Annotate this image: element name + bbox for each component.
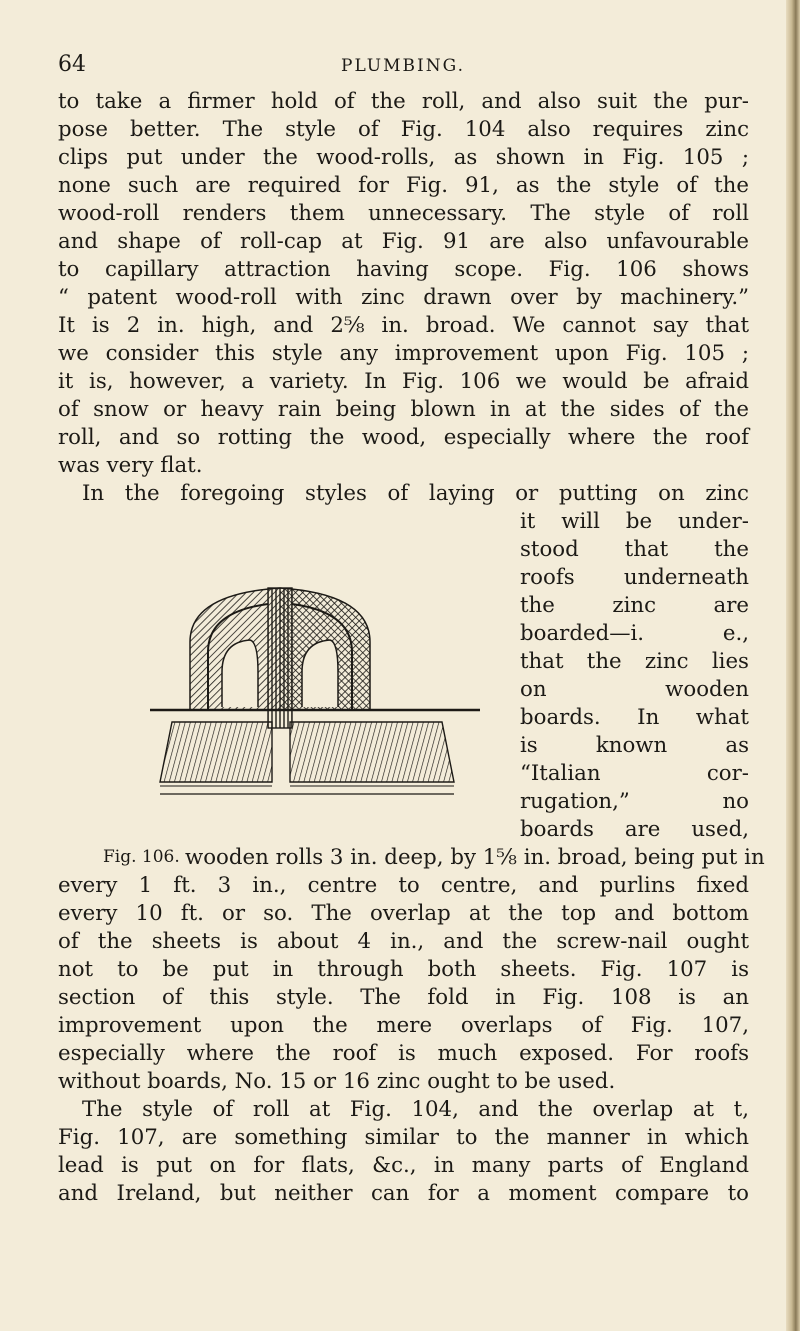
text-line: It is 2 in. high, and 2⅝ in. broad. We cannot say that [58, 313, 749, 338]
text-line: lead is put on for flats, &c., in many parts of England [58, 1153, 749, 1178]
text-line: it is, however, a variety. In Fig. 106 we would be afraid [58, 369, 749, 394]
text-line-narrow: roofs underneath [520, 565, 749, 590]
text-line: In the foregoing styles of laying or putting on zinc [82, 481, 749, 506]
text-line-narrow: stood that the [520, 537, 749, 562]
text-line-narrow: boards. In what [520, 705, 749, 730]
text-line: was very flat. [58, 453, 203, 478]
running-head: PLUMBING. [341, 56, 465, 76]
figure-caption: Fig. 106. [103, 847, 180, 867]
text-line: of the sheets is about 4 in., and the screw-nail ought [58, 929, 749, 954]
text-line-narrow: is known as [520, 733, 749, 758]
text-line: wooden rolls 3 in. deep, by 1⅝ in. broad, being put in [185, 845, 765, 870]
text-line-narrow: “Italian cor- [520, 761, 749, 786]
page-header [58, 52, 748, 80]
text-line: of snow or heavy rain being blown in at the sides of the [58, 397, 749, 422]
text-line-narrow: it will be under- [520, 509, 749, 534]
text-line: every 1 ft. 3 in., centre to centre, and purlins fixed [58, 873, 749, 898]
text-line-narrow: boards are used, [520, 817, 749, 842]
text-line: roll, and so rotting the wood, especially where the roof [58, 425, 749, 450]
text-line: improvement upon the mere overlaps of Fig. 107, [58, 1013, 749, 1038]
text-line-narrow: boarded—i. e., [520, 621, 749, 646]
text-line: and shape of roll-cap at Fig. 91 are also unfavourable [58, 229, 749, 254]
text-line-narrow: rugation,” no [520, 789, 749, 814]
text-line: pose better. The style of Fig. 104 also requires zinc [58, 117, 749, 142]
text-line: without boards, No. 15 or 16 zinc ought to be used. [58, 1069, 616, 1094]
text-line: to take a firmer hold of the roll, and also suit the pur- [58, 89, 749, 114]
text-line: section of this style. The fold in Fig. 108 is an [58, 985, 749, 1010]
text-line-narrow: on wooden [520, 677, 749, 702]
wood-roll-illustration [150, 582, 480, 808]
text-line: none such are required for Fig. 91, as the style of the [58, 173, 749, 198]
text-line-narrow: the zinc are [520, 593, 749, 618]
page-number: 64 [58, 52, 86, 77]
text-line: to capillary attraction having scope. Fig. 106 shows [58, 257, 749, 282]
text-line: we consider this style any improvement upon Fig. 105 ; [58, 341, 749, 366]
text-line-narrow: that the zinc lies [520, 649, 749, 674]
text-line: not to be put in through both sheets. Fig. 107 is [58, 957, 749, 982]
text-line: and Ireland, but neither can for a moment compare to [58, 1181, 749, 1206]
text-line: every 10 ft. or so. The overlap at the top and bottom [58, 901, 749, 926]
text-line: “ patent wood-roll with zinc drawn over by machinery.” [58, 285, 749, 310]
text-line: Fig. 107, are something similar to the manner in which [58, 1125, 749, 1150]
book-edge [786, 0, 800, 1331]
text-line: clips put under the wood-rolls, as shown in Fig. 105 ; [58, 145, 749, 170]
text-line: especially where the roof is much exposed. For roofs [58, 1041, 749, 1066]
text-line: The style of roll at Fig. 104, and the overlap at t, [82, 1097, 749, 1122]
text-line: wood-roll renders them unnecessary. The style of roll [58, 201, 749, 226]
